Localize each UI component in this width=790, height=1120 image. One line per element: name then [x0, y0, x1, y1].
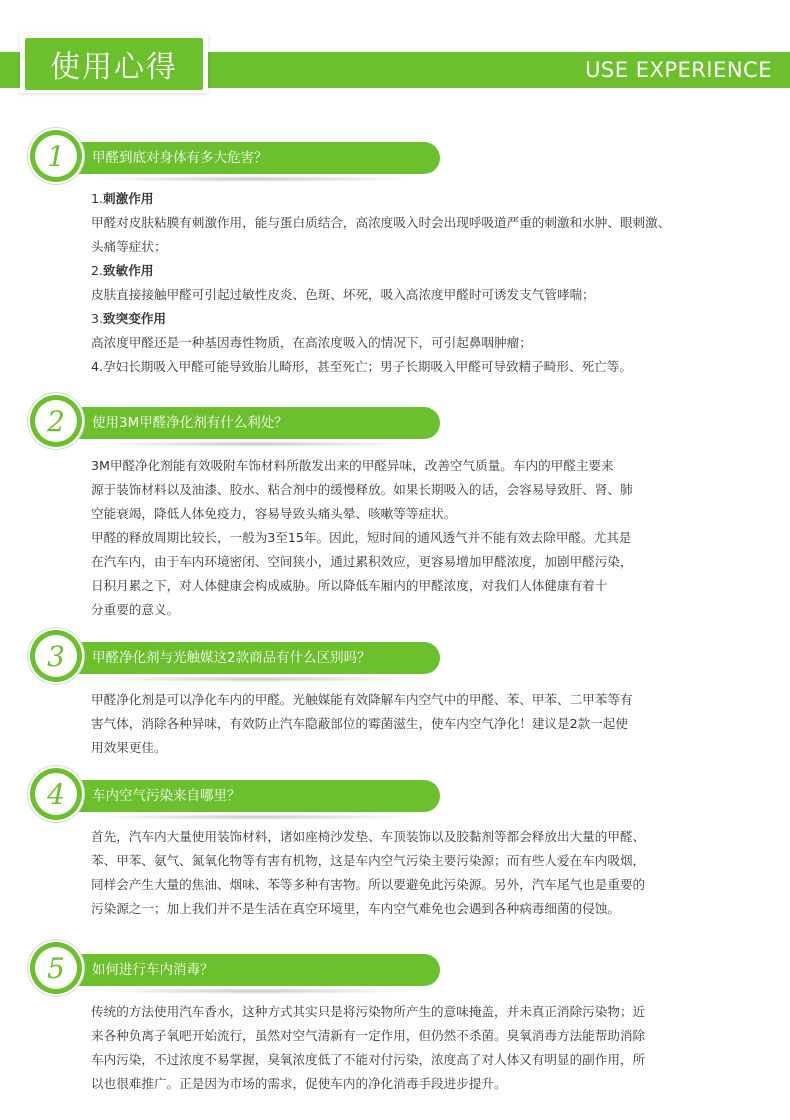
bar-shadow [90, 176, 420, 182]
text-line: 害气体，消除各种异味，有效防止汽车隐蔽部位的霉菌滋生，使车内空气净化！建议是2款一起使 [91, 716, 628, 731]
text-line: 4.孕妇长期吸入甲醛可能导致胎儿畸形，甚至死亡；男子长期吸入甲醛可导致精子畸形、死亡等。 [91, 359, 632, 374]
question-header-5 [30, 942, 430, 998]
text-line: 用效果更佳。 [91, 740, 167, 755]
heading-line [91, 187, 741, 211]
question-text: 如何进行车内消毒？ [92, 962, 214, 978]
text-line: 分重要的意义。 [91, 602, 180, 617]
heading-line [91, 307, 741, 331]
text-line: 皮肤直接接触甲醛可引起过敏性皮炎、色斑、坏死，吸入高浓度甲醛时可诱发支气管哮喘； [91, 287, 595, 302]
answer-1 [91, 187, 741, 379]
line-heading: 致敏作用 [103, 263, 154, 278]
question-number: 3 [47, 639, 65, 673]
question-header-4 [30, 768, 430, 824]
text-line: 传统的方法使用汽车香水，这种方式其实只是将污染物所产生的意味掩盖，并未真正消除污染物；近 [91, 1004, 646, 1019]
text-line: 污染源之一；加上我们并不是生活在真空环境里，车内空气难免也会遇到各种病毒细菌的侵蚀。 [91, 901, 620, 916]
answer-2 [91, 454, 741, 622]
page-subtitle-english: USE EXPERIENCE [585, 58, 772, 82]
text-line: 甲醛净化剂是可以净化车内的甲醛。光触媒能有效降解车内空气中的甲醛、苯、甲苯、二甲苯等有 [91, 692, 633, 707]
text-line: 高浓度甲醛还是一种基因毒性物质，在高浓度吸入的情况下，可引起鼻咽肿瘤； [91, 335, 532, 350]
number-badge [30, 768, 82, 820]
text-line: 日积月累之下，对人体健康会构成威胁。所以降低车厢内的甲醛浓度，对我们人体健康有着十 [91, 578, 608, 593]
question-number: 5 [47, 951, 65, 985]
answer-4 [91, 825, 741, 921]
question-number: 2 [47, 404, 65, 438]
answer-5 [91, 1000, 741, 1096]
text-line: 来各种负离子氧吧开始流行，虽然对空气清新有一定作用，但仍然不杀菌。臭氧消毒方法能帮助消除 [91, 1028, 646, 1043]
text-line: 车内污染，不过浓度不易掌握，臭氧浓度低了不能对付污染，浓度高了对人体又有明显的副作用，所 [91, 1052, 646, 1067]
line-prefix: 1. [91, 191, 104, 206]
text-line: 在汽车内，由于车内环境密闭、空间狭小，通过累积效应，更容易增加甲醛浓度，加剧甲醛污染， [91, 554, 633, 569]
question-header-3 [30, 630, 430, 686]
answer-3 [91, 688, 741, 760]
question-text: 使用3M甲醛净化剂有什么利处？ [92, 415, 288, 431]
heading-line [91, 259, 741, 283]
line-heading: 致突变作用 [103, 311, 166, 326]
text-line: 以也很难推广。正是因为市场的需求，促使车内的净化消毒手段进步提升。 [91, 1076, 507, 1091]
question-number: 1 [47, 139, 65, 173]
question-header-1 [30, 130, 430, 186]
number-badge [30, 630, 82, 682]
text-line: 头痛等症状； [91, 239, 167, 254]
line-heading: 刺激作用 [103, 191, 154, 206]
text-line: 源于装饰材料以及油漆、胶水、粘合剂中的缓慢释放。如果长期吸入的话，会容易导致肝、肾、肺 [91, 482, 633, 497]
question-text: 车内空气污染来自哪里？ [92, 788, 241, 804]
header-title-tab [20, 33, 208, 93]
text-line: 甲醛的释放周期比较长，一般为3至15年。因此，短时间的通风透气并不能有效去除甲醛。尤其是 [91, 530, 632, 545]
question-header-2 [30, 395, 430, 451]
number-badge [30, 130, 82, 182]
line-prefix: 3. [91, 311, 104, 326]
number-badge [30, 395, 82, 447]
text-line: 苯、甲苯、氨气、氮氧化物等有害有机物，这是车内空气污染主要污染源；而有些人爱在车内吸烟， [91, 853, 646, 868]
text-line: 甲醛对皮肤粘膜有刺激作用，能与蛋白质结合，高浓度吸入时会出现呼吸道严重的刺激和水肿、眼刺激、 [91, 215, 671, 230]
text-line: 空能衰竭，降低人体免疫力，容易导致头痛头晕、咳嗽等等症状。 [91, 506, 457, 521]
page-title: 使用心得 [50, 50, 178, 85]
question-number: 4 [47, 777, 65, 811]
text-line: 3M甲醛净化剂能有效吸附车饰材料所散发出来的甲醛异味，改善空气质量。车内的甲醛主要来 [91, 458, 614, 473]
number-badge [30, 942, 82, 994]
question-text: 甲醛净化剂与光触媒这2款商品有什么区别吗？ [92, 650, 371, 666]
question-text: 甲醛到底对身体有多大危害？ [92, 150, 268, 166]
text-line: 首先，汽车内大量使用装饰材料，诸如座椅沙发垫、车顶装饰以及胶黏剂等都会释放出大量的甲醛、 [91, 829, 646, 844]
bar-shadow [90, 814, 420, 820]
bar-shadow [90, 988, 420, 994]
bar-shadow [90, 441, 420, 447]
bar-shadow [90, 676, 420, 682]
line-prefix: 2. [91, 263, 104, 278]
text-line: 同样会产生大量的焦油、烟味、苯等多种有害物。所以要避免此污染源。另外，汽车尾气也是重要的 [91, 877, 646, 892]
